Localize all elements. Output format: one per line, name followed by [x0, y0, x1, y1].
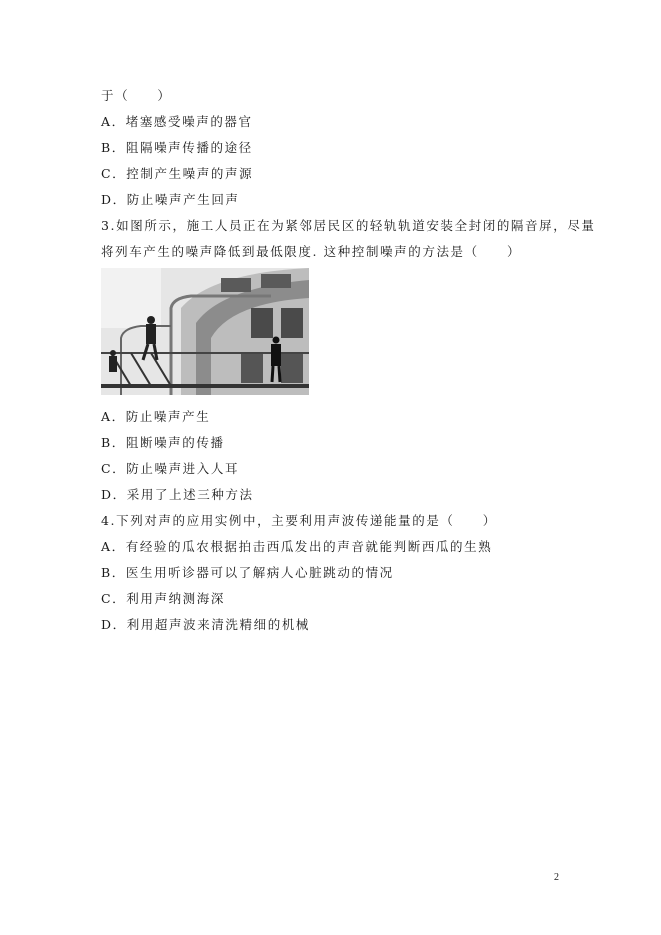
question-4: 4.下列对声的应用实例中，主要利用声波传递能量的是（ ）	[101, 513, 497, 528]
option-c-q2: C．控制产生噪声的声源	[101, 166, 254, 181]
option-a-q2: A．堵塞感受噪声的器官	[101, 114, 253, 129]
option-a-q4: A．有经验的瓜农根据拍击西瓜发出的声音就能判断西瓜的生熟	[101, 539, 493, 554]
option-d-q4: D．利用超声波来清洗精细的机械	[101, 617, 311, 632]
option-c-q3: C．防止噪声进入人耳	[101, 461, 240, 476]
option-c-q4: C．利用声纳测海深	[101, 591, 225, 606]
option-b-q2: B．阻隔噪声传播的途径	[101, 140, 253, 155]
option-a-q3: A．防止噪声产生	[101, 409, 211, 424]
page-number: 2	[554, 872, 559, 883]
construction-photo	[101, 268, 309, 395]
option-d-q2: D．防止噪声产生回声	[101, 192, 240, 207]
option-b-q4: B．医生用听诊器可以了解病人心脏跳动的情况	[101, 565, 394, 580]
question-3-line-2: 将列车产生的噪声降低到最低限度. 这种控制噪声的方法是（ ）	[101, 244, 522, 259]
question-3-line-1: 3.如图所示，施工人员正在为紧邻居民区的轻轨轨道安装全封闭的隔音屏，尽量	[101, 218, 596, 233]
option-b-q3: B．阻断噪声的传播	[101, 435, 225, 450]
option-d-q3: D．采用了上述三种方法	[101, 487, 254, 502]
line-0: 于（ ）	[101, 88, 172, 103]
